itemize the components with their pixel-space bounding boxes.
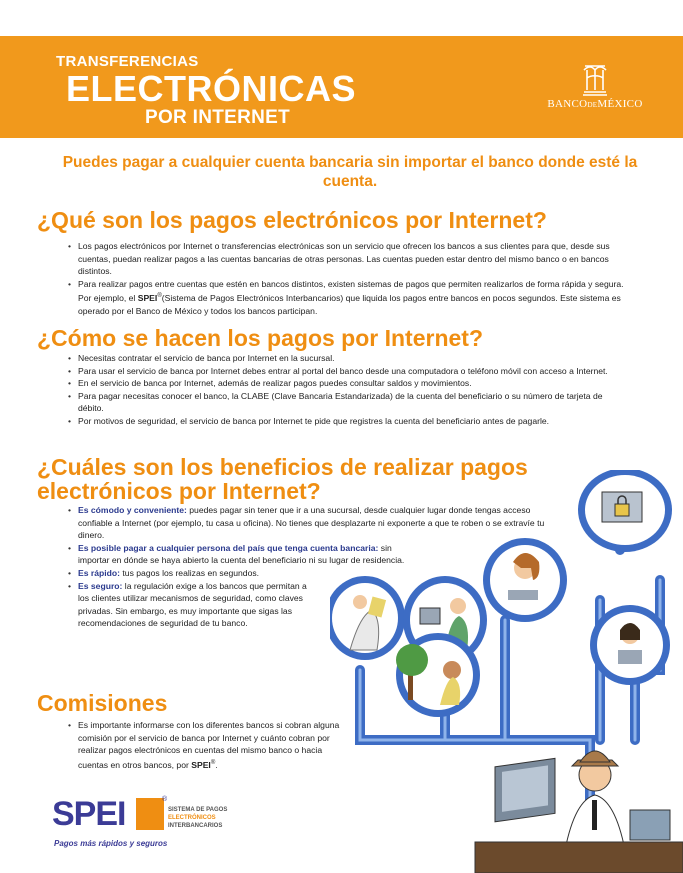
- spei-registered-mark: ®: [162, 796, 168, 803]
- section-fees-list: [64, 719, 349, 771]
- bubble-man-field: [396, 633, 480, 717]
- banco-de-mexico-logo: [540, 64, 650, 124]
- list-item: • Para usar el servicio de banca por Internet debes entrar al portal del banco desde una computadora o teléfono móvil con acceso a Internet.: [64, 365, 624, 378]
- list-item: • Para pagar necesitas conocer el banco, la CLABE (Clave Bancaria Estandarizada) de la cuenta del beneficiario o su número de tarjeta de débito.: [64, 390, 624, 415]
- section-what-list: [64, 240, 624, 317]
- spei-tagline: Pagos más rápidos y seguros: [54, 839, 168, 848]
- spei-e-block: [136, 798, 164, 830]
- list-item: • Es seguro: la regulación exige a los bancos que permitan a los clientes utilizar mecanismos de seguridad, como claves privadas. Sin embargo, es muy importante que sigas las recomendaciones de seguridad de tu banco.: [64, 580, 313, 630]
- bubble-woman-laptop: [483, 538, 567, 622]
- banner-title-line3: POR INTERNET: [145, 107, 291, 128]
- section-how-list: [64, 352, 624, 428]
- banner-title-line2: ELECTRÓNICAS: [66, 68, 357, 109]
- banco-de-mexico-text: BANCODEMÉXICO: [547, 98, 643, 110]
- tagline: Puedes pagar a cualquier cuenta bancaria sin importar el banco donde esté la cuenta.: [62, 154, 638, 190]
- list-item: • En el servicio de banca por Internet, además de realizar pagos puedes consultar saldos y movimientos.: [64, 377, 624, 390]
- list-item: • Necesitas contratar el servicio de banca por Internet en la sucursal.: [64, 352, 624, 365]
- list-item: • Es cómodo y conveniente: puedes pagar sin tener que ir a una sucursal, desde cualquier lugar donde tengas acceso confiable a Internet (por ejemplo, tu casa u oficina). No tienes que desplazarte ni exponerte a que te roben o se extravíe tu dinero.: [64, 504, 559, 542]
- bubble-document-person: [330, 576, 405, 660]
- bubble-woman-tablet: [590, 605, 670, 685]
- section-fees-title: Comisiones: [37, 690, 168, 716]
- spei-wordmark: SPEI: [52, 795, 126, 833]
- list-item: • Es importante informarse con los diferentes bancos si cobran alguna comisión por el servicio de banca por Internet y cuánto cobran por realizar pagos electrónicos en cuentas del mismo banco o hacia cuentas en otros bancos, por SPEI®.: [64, 719, 349, 771]
- spei-description: SISTEMA DE PAGOS ELECTRÓNICOS INTERBANCARIOS: [168, 807, 228, 829]
- network-illustration: [330, 470, 683, 873]
- header-banner: [0, 36, 683, 138]
- section-what-title: ¿Qué son los pagos electrónicos por Internet?: [37, 207, 547, 233]
- bubble-lock-screen: [578, 470, 672, 552]
- list-item: • Los pagos electrónicos por Internet o transferencias electrónicas son un servicio que ofrecen los bancos a sus clientes para que, desde sus cuentas, puedan realizar pagos a las cuentas bancarias de otras personas. Las cuentas pueden estar dentro del mismo banco o en bancos distintos.: [64, 240, 624, 278]
- list-item: • Es posible pagar a cualquier persona del país que tenga cuenta bancaria: sin importar en dónde se haya abierto la cuenta del beneficiario ni su lugar de residencia.: [64, 542, 413, 567]
- section-benefits-title: ¿Cuáles son los beneficios de realizar pagos electrónicos por Internet?: [37, 454, 528, 504]
- section-how-title: ¿Cómo se hacen los pagos por Internet?: [37, 325, 484, 351]
- banner-title-line1: TRANSFERENCIAS: [56, 53, 199, 70]
- list-item: • Es rápido: tus pagos los realizas en segundos.: [64, 567, 559, 580]
- banco-de-mexico-emblem-icon: [580, 64, 610, 96]
- list-item: • Por motivos de seguridad, el servicio de banca por Internet te pide que registres la cuenta del beneficiario antes de pagarle.: [64, 415, 624, 428]
- man-at-desk: [475, 751, 683, 873]
- spei-logo: [52, 796, 252, 856]
- list-item: • Para realizar pagos entre cuentas que estén en bancos distintos, existen sistemas de pagos que permiten realizarlos de forma rápida y segura. Por ejemplo, el SPEI®(Sistema de Pagos Electrónicos Interbancarios) que liquida los pagos entre bancos en pocos segundos. Este sistema es operado por el Banco de México y todos los bancos participan.: [64, 278, 624, 318]
